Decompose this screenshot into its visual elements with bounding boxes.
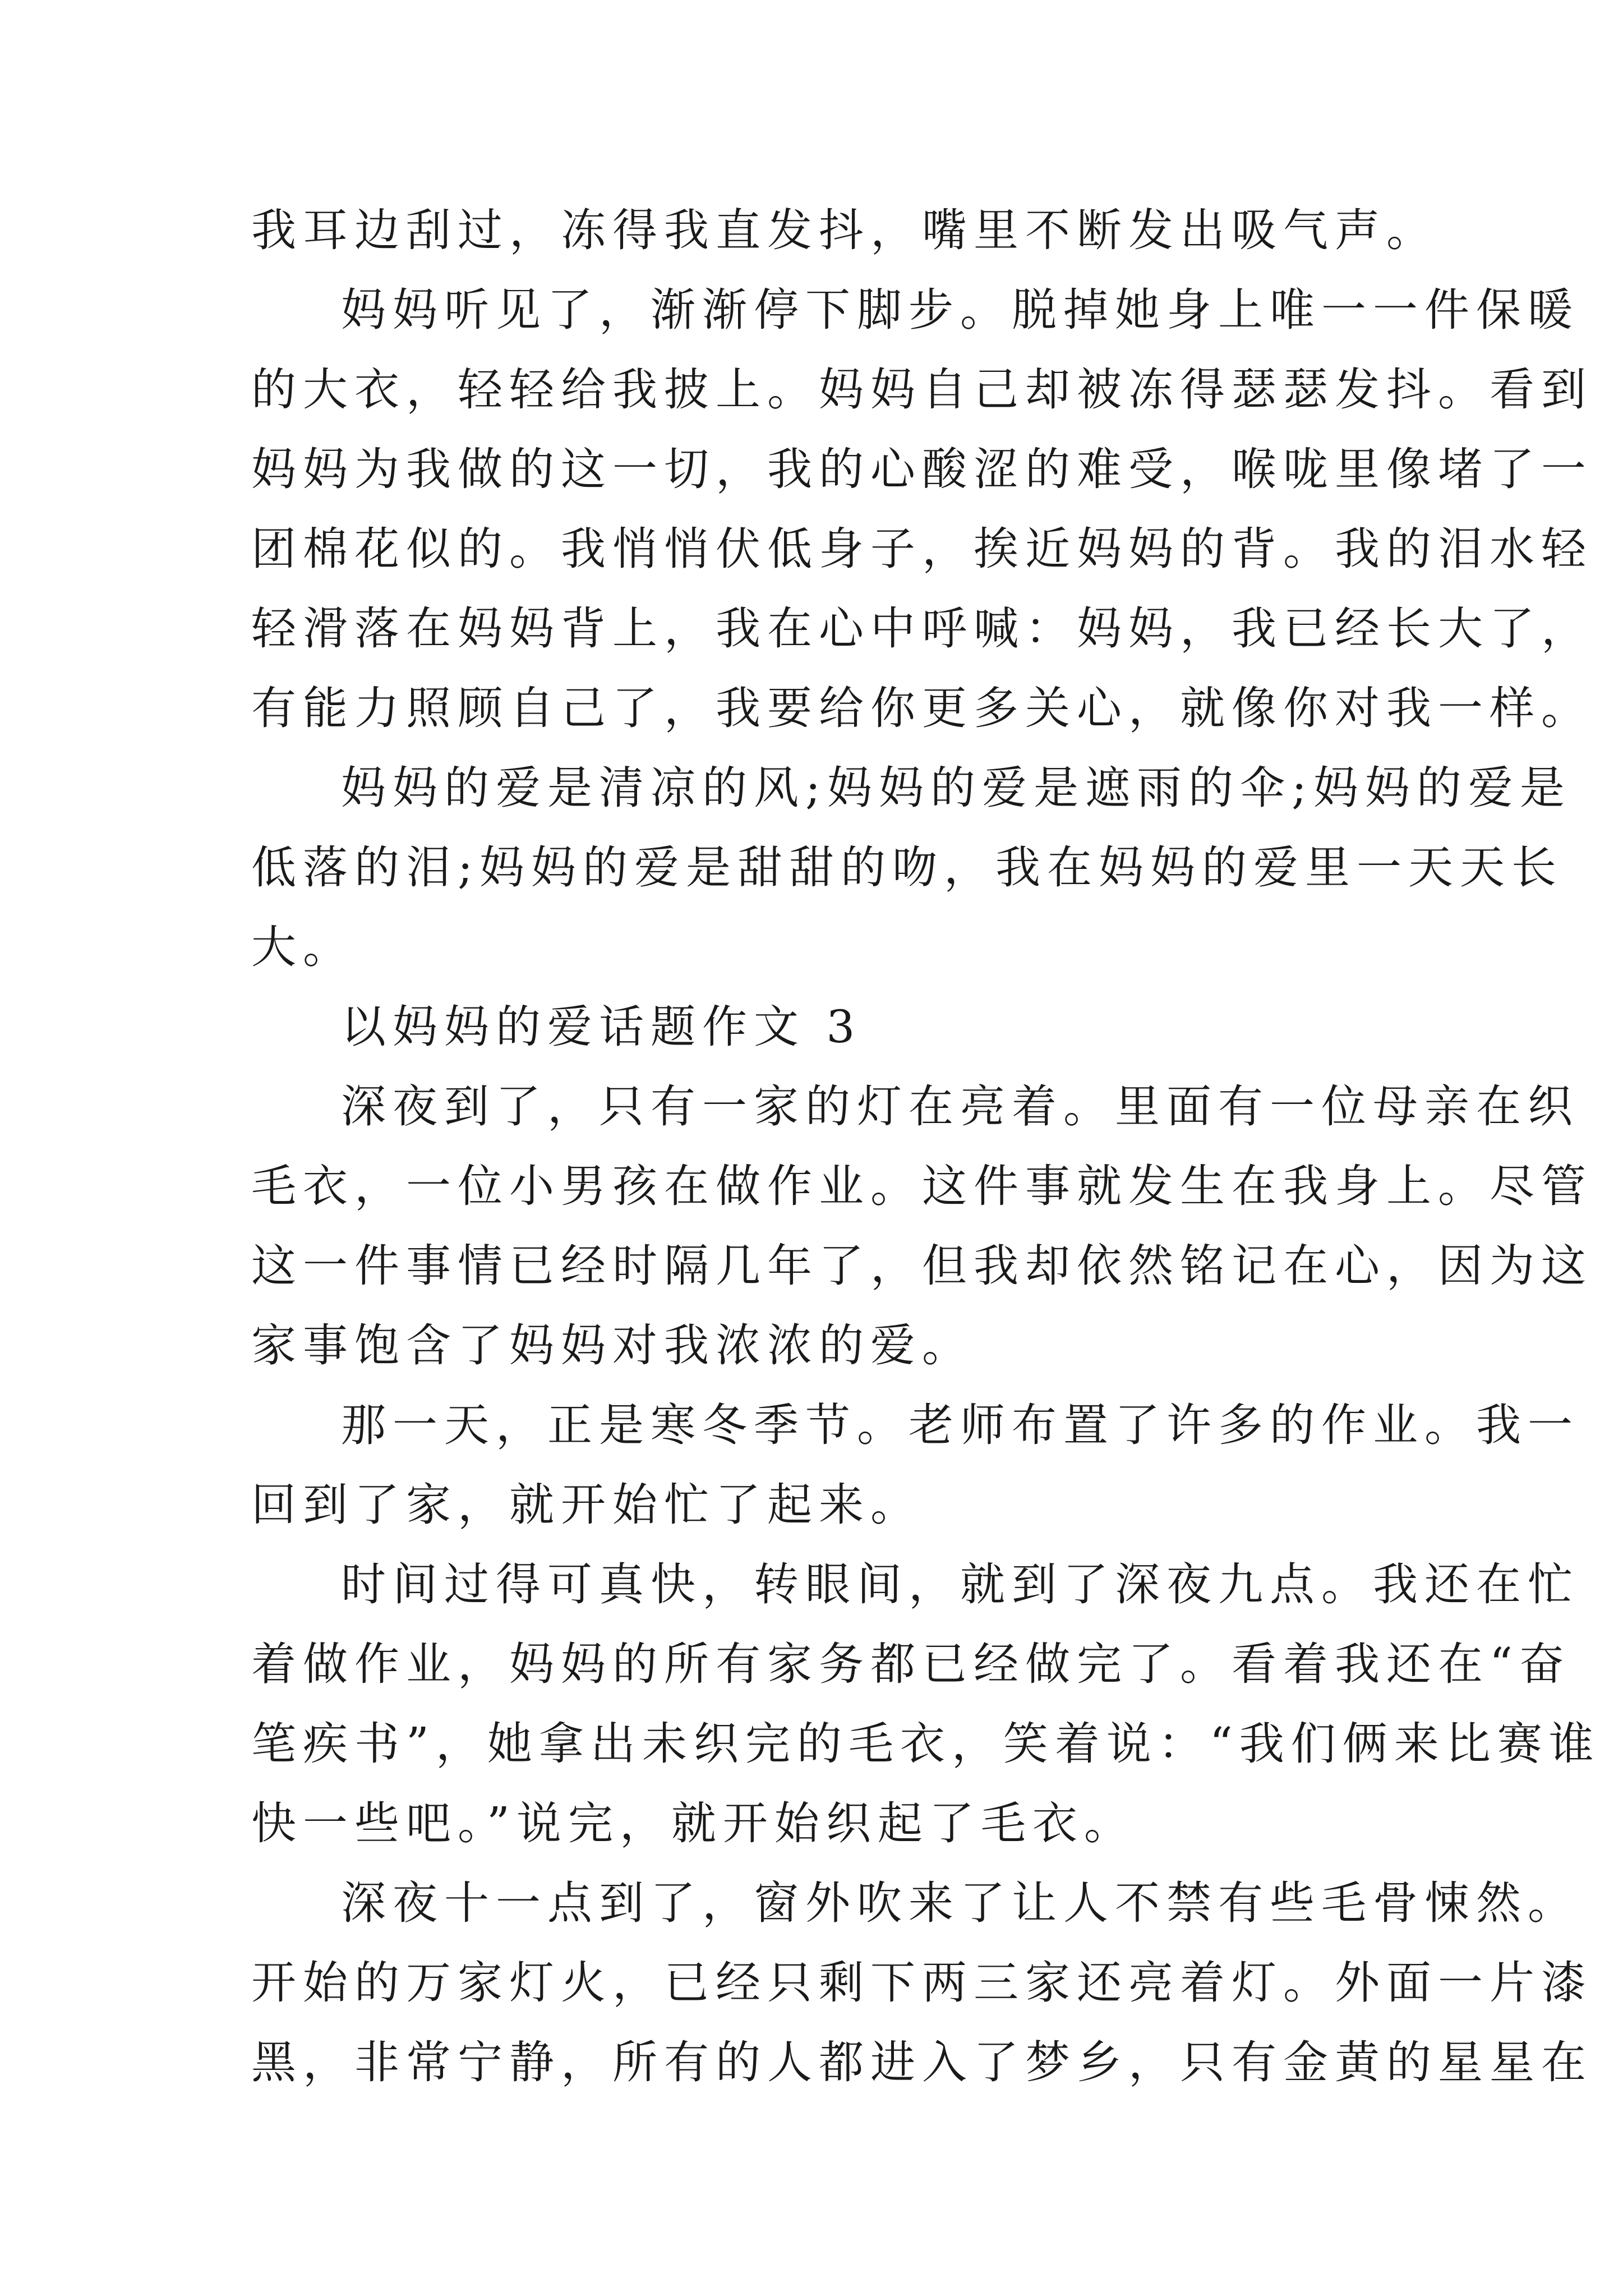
text-line: 低落的泪;妈妈的爱是甜甜的吻，我在妈妈的爱里一天天长 [251, 841, 1563, 894]
text-line: 这一件事情已经时隔几年了，但我却依然铭记在心，因为这 [251, 1240, 1593, 1292]
text-line: 笔疾书”，她拿出未织完的毛衣，笑着说：“我们俩来比赛谁 [251, 1718, 1601, 1770]
paragraph-start-line: 深夜到了，只有一家的灯在亮着。里面有一位母亲在织 [341, 1080, 1579, 1133]
paragraph-start-line: 时间过得可真快，转眼间，就到了深夜九点。我还在忙 [341, 1558, 1579, 1611]
text-line: 有能力照顾自己了，我要给你更多关心，就像你对我一样。 [251, 682, 1593, 734]
text-line: 黑，非常宁静，所有的人都进入了梦乡，只有金黄的星星在 [251, 2036, 1593, 2088]
text-line: 着做作业，妈妈的所有家务都已经做完了。看着我还在“奋 [251, 1638, 1571, 1690]
paragraph-start-line: 妈妈听见了，渐渐停下脚步。脱掉她身上唯一一件保暖 [341, 284, 1579, 336]
paragraph-start-line: 妈妈的爱是清凉的风;妈妈的爱是遮雨的伞;妈妈的爱是 [341, 762, 1571, 814]
text-line: 开始的万家灯火，已经只剩下两三家还亮着灯。外面一片漆 [251, 1957, 1593, 2009]
section-heading: 以妈妈的爱话题作文 3 [341, 1001, 862, 1053]
document-body [251, 191, 1601, 2102]
paragraph-start-line: 深夜十一点到了，窗外吹来了让人不禁有些毛骨悚然。 [341, 1877, 1579, 1929]
text-line: 毛衣，一位小男孩在做作业。这件事就发生在我身上。尽管 [251, 1160, 1593, 1212]
text-line: 团棉花似的。我悄悄伏低身子，挨近妈妈的背。我的泪水轻 [251, 523, 1593, 575]
text-line: 我耳边刮过，冻得我直发抖，嘴里不断发出吸气声。 [251, 204, 1438, 256]
text-line: 轻滑落在妈妈背上，我在心中呼喊：妈妈，我已经长大了， [251, 602, 1593, 655]
text-line: 回到了家，就开始忙了起来。 [251, 1479, 922, 1531]
text-line: 快一些吧。”说完，就开始织起了毛衣。 [251, 1797, 1136, 1849]
text-line: 的大衣，轻轻给我披上。妈妈自己却被冻得瑟瑟发抖。看到 [251, 364, 1593, 416]
text-line: 家事饱含了妈妈对我浓浓的爱。 [251, 1319, 974, 1372]
text-line: 妈妈为我做的这一切，我的心酸涩的难受，喉咙里像堵了一 [251, 443, 1593, 495]
paragraph-start-line: 那一天，正是寒冬季节。老师布置了许多的作业。我一 [341, 1399, 1579, 1451]
text-line: 大。 [251, 921, 354, 973]
